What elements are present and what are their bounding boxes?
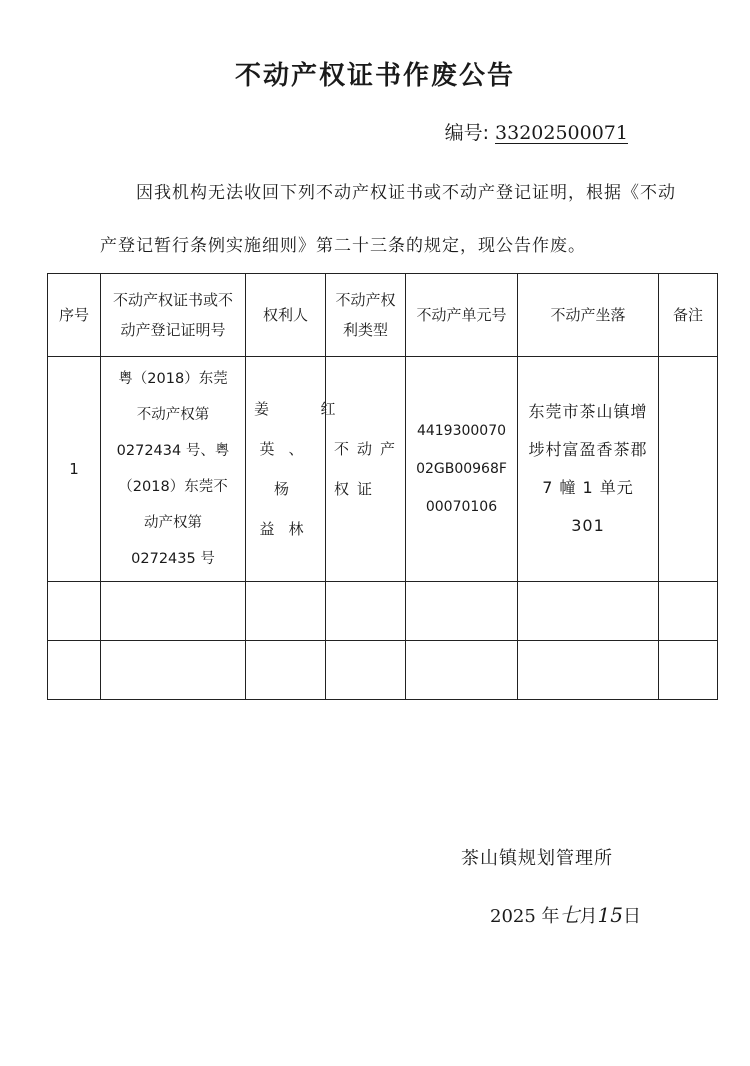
date-month: 七 — [559, 903, 580, 927]
cert-line: 0272435 号 — [131, 551, 215, 567]
table-row — [48, 357, 718, 582]
type-line: 权证 — [334, 480, 381, 498]
document-number-value: 33202500071 — [495, 122, 628, 144]
cert-line: 不动产权第 — [136, 407, 210, 423]
empty-cell — [326, 641, 406, 700]
cell-unit-number — [406, 357, 518, 582]
unit-line: 02GB00968F — [416, 461, 507, 477]
empty-cell — [659, 641, 718, 700]
header-note: 备注 — [659, 274, 718, 357]
notice-paragraph-line-2: 产登记暂行条例实施细则》第二十三条的规定，现公告作废。 — [100, 236, 586, 256]
cell-note — [659, 357, 718, 582]
cell-holder — [246, 357, 350, 582]
cert-line: 0272434 号、粤 — [116, 443, 230, 459]
type-line: 不动产 — [334, 440, 404, 458]
header-cert-line-2: 动产登记证明号 — [120, 321, 226, 339]
location-line: 东莞市茶山镇增 — [528, 402, 648, 421]
empty-cell — [518, 582, 659, 641]
unit-line: 00070106 — [425, 499, 498, 515]
holder-line: 英、杨 — [259, 440, 318, 498]
issue-date — [490, 899, 641, 928]
holder-line: 姜 红 — [254, 400, 350, 418]
cert-line: 动产权第 — [144, 515, 202, 531]
empty-cell — [326, 582, 406, 641]
header-holder: 权利人 — [246, 274, 326, 357]
document-number — [445, 118, 628, 145]
empty-cell — [246, 641, 326, 700]
notice-paragraph-line-1: 因我机构无法收回下列不动产权证书或不动产登记证明，根据《不动 — [136, 183, 676, 203]
cert-line: （2018）东莞不 — [118, 479, 228, 495]
empty-cell — [101, 641, 246, 700]
empty-cell — [48, 641, 101, 700]
empty-cell — [659, 582, 718, 641]
date-year: 2025 年 — [490, 906, 560, 927]
table-row-empty — [48, 641, 718, 700]
header-seq: 序号 — [48, 274, 101, 357]
holder-line: 益林 — [259, 520, 318, 538]
header-location: 不动产坐落 — [518, 274, 659, 357]
empty-cell — [101, 582, 246, 641]
unit-line: 4419300070 — [416, 423, 507, 439]
cell-seq: 1 — [48, 357, 101, 582]
location-line: 7 幢 1 单元 301 — [542, 478, 634, 535]
empty-cell — [48, 582, 101, 641]
header-type-line-1: 不动产权 — [335, 291, 396, 309]
header-type-line-2: 利类型 — [342, 321, 388, 339]
location-line: 埗村富盈香茶郡 — [528, 440, 648, 459]
empty-cell — [406, 641, 518, 700]
date-month-suffix: 月 — [579, 906, 598, 927]
void-certificate-table — [47, 273, 718, 700]
document-number-label: 编号: — [444, 122, 490, 144]
cert-line: 粤（2018）东莞 — [118, 371, 228, 387]
header-right-type — [326, 274, 406, 357]
header-cert-number — [101, 274, 246, 357]
page-title: 不动产权证书作废公告 — [234, 61, 515, 91]
date-day-suffix: 日 — [622, 906, 641, 927]
table-header-row — [48, 274, 718, 357]
header-cert-line-1: 不动产权证书或不 — [112, 291, 233, 309]
table-row-empty — [48, 582, 718, 641]
cell-cert-number — [101, 357, 246, 582]
empty-cell — [518, 641, 659, 700]
cell-right-type — [326, 357, 406, 582]
cell-location — [518, 357, 659, 582]
date-day: 15 — [597, 903, 623, 927]
header-unit-number: 不动产单元号 — [406, 274, 518, 357]
issuing-authority: 茶山镇规划管理所 — [461, 848, 613, 869]
empty-cell — [246, 582, 326, 641]
empty-cell — [406, 582, 518, 641]
